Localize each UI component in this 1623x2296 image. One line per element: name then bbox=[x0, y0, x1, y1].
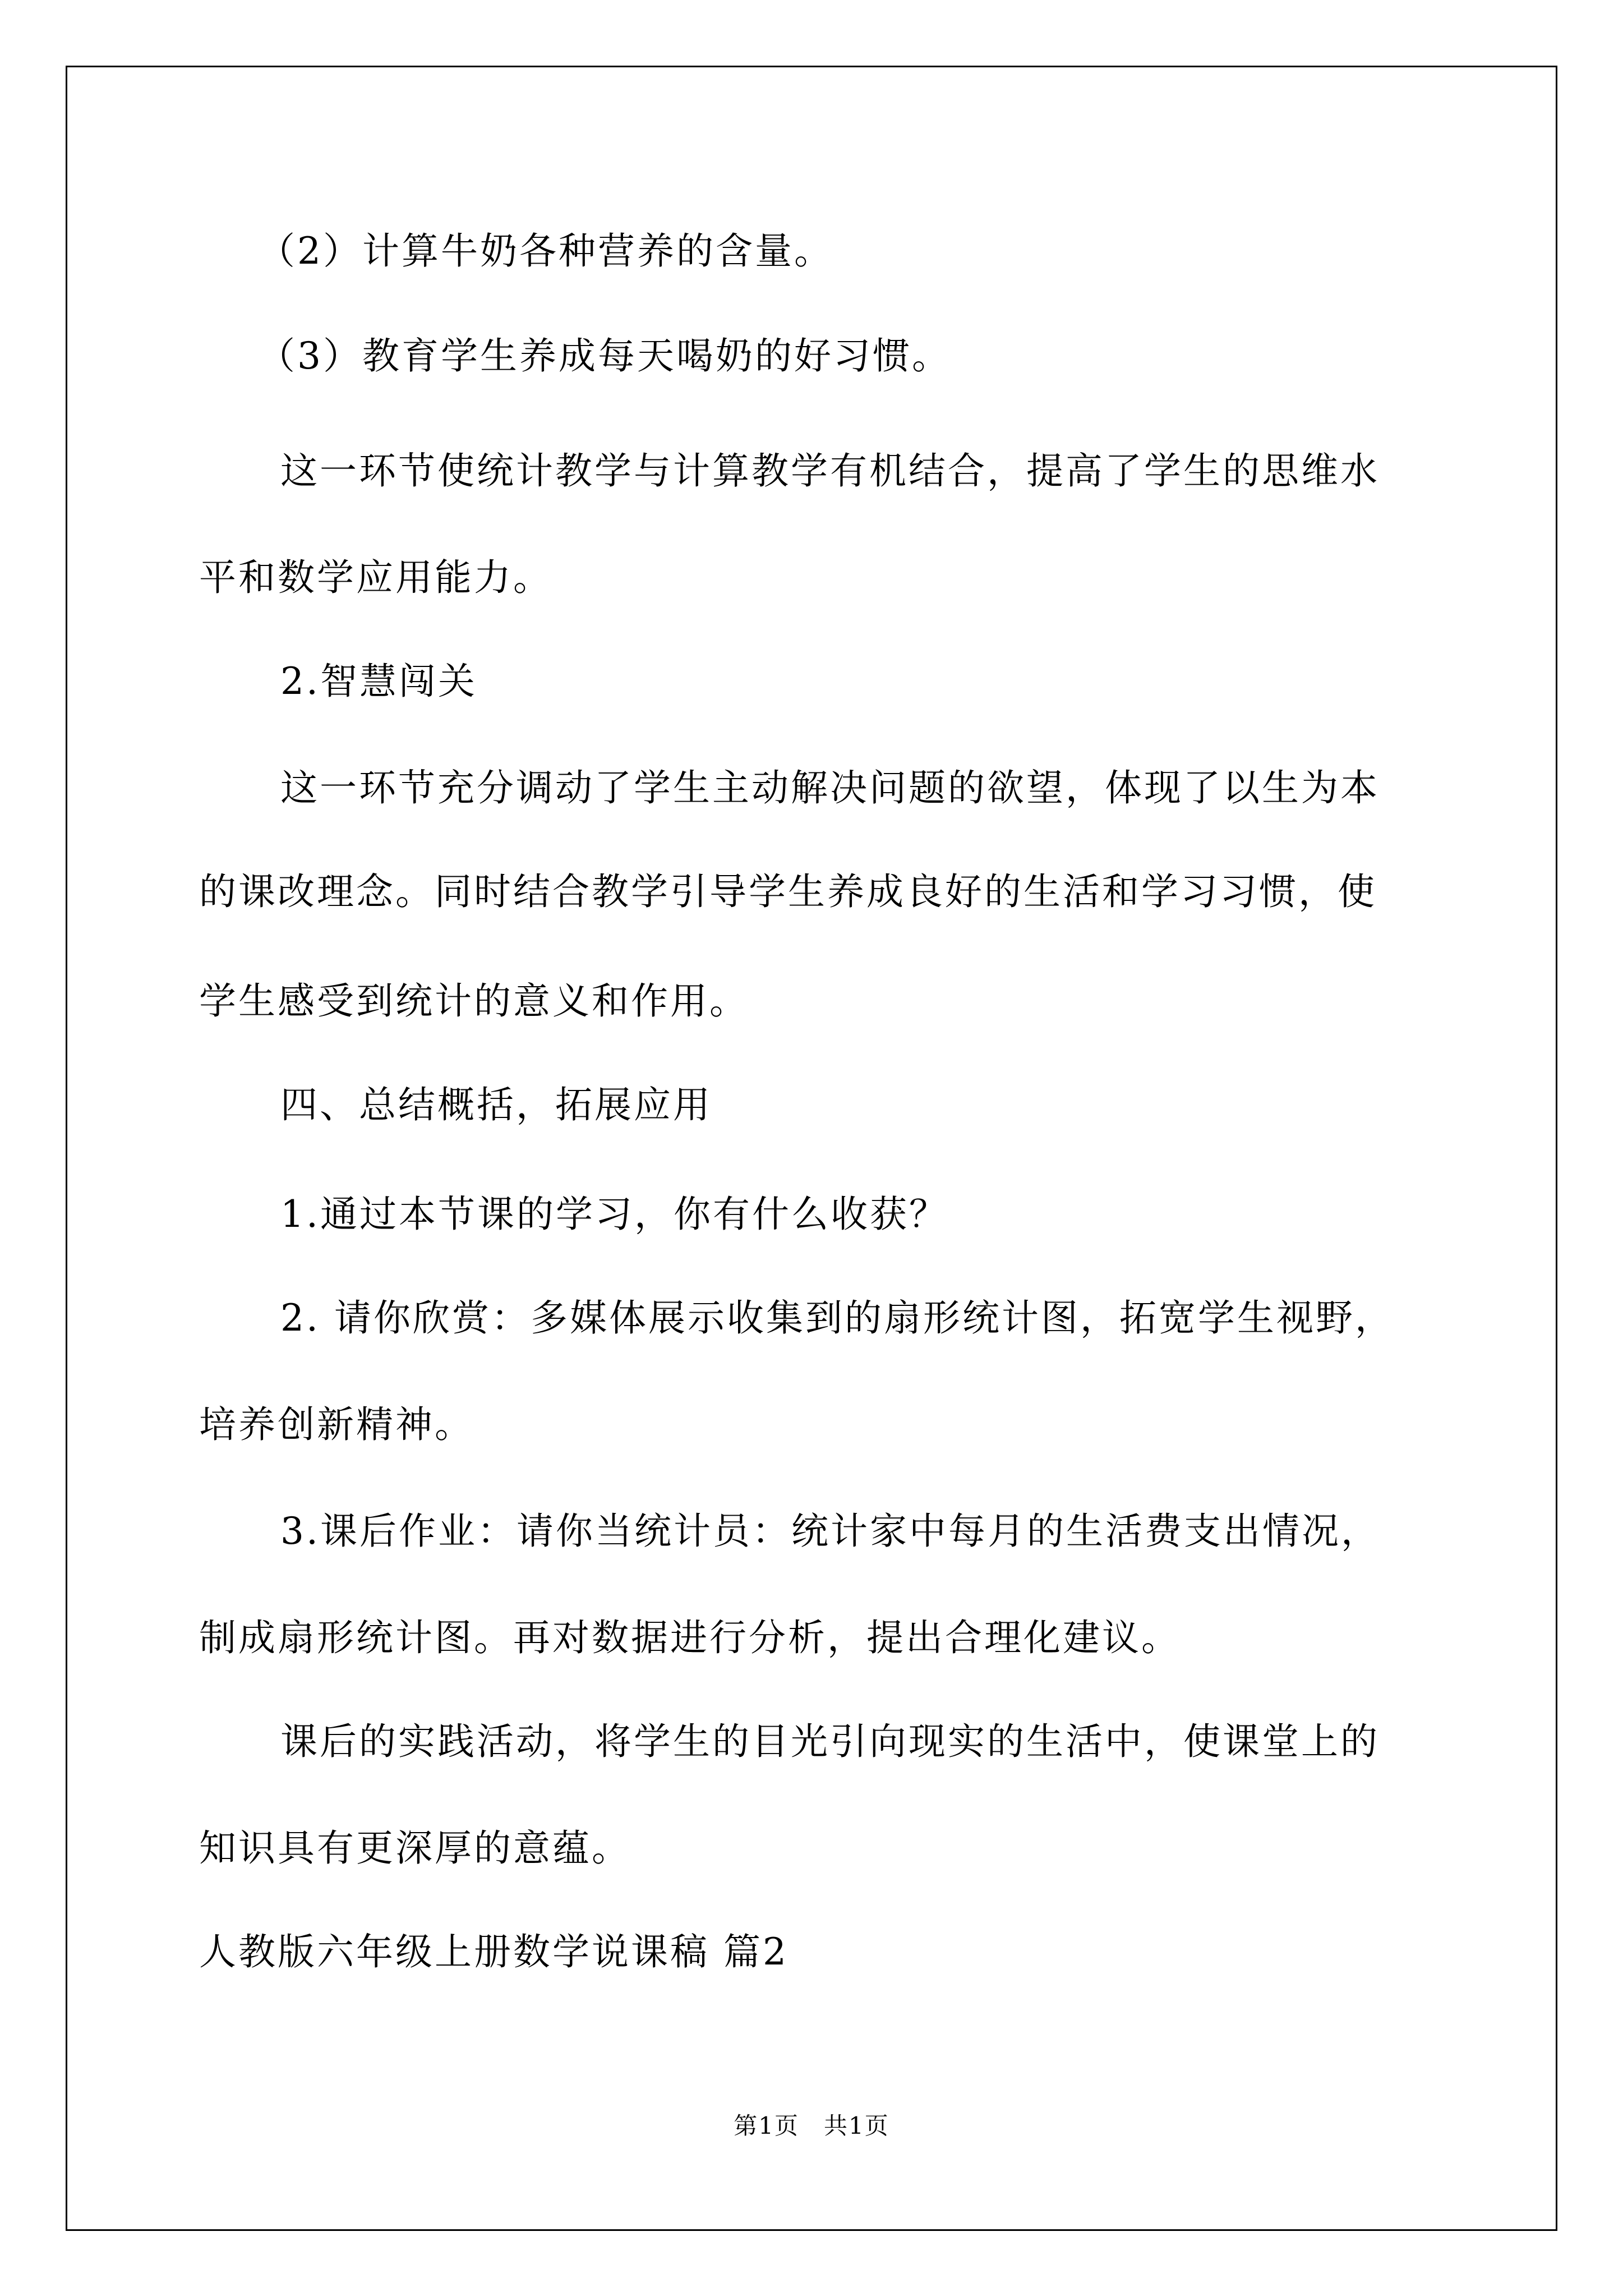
paragraph-line: 这一环节充分调动了学生主动解决问题的欲望，体现了以生为本 bbox=[280, 766, 1380, 809]
paragraph-line: 制成扇形统计图。再对数据进行分析，提出合理化建议。 bbox=[199, 1616, 1181, 1659]
paragraph-line: 平和数学应用能力。 bbox=[199, 556, 552, 599]
document-section-title: 人教版六年级上册数学说课稿 篇2 bbox=[199, 1930, 789, 1973]
paragraph-line: 知识具有更深厚的意蕴。 bbox=[199, 1826, 631, 1870]
page-number: 第1页 共1页 bbox=[734, 2112, 889, 2139]
section-heading-wisdom: 2.智慧闯关 bbox=[280, 660, 477, 703]
list-item-appreciate: 2. 请你欣赏：多媒体展示收集到的扇形统计图，拓宽学生视野， bbox=[280, 1296, 1394, 1340]
list-item-harvest: 1.通过本节课的学习，你有什么收获？ bbox=[280, 1193, 948, 1236]
paragraph-line: 课后的实践活动，将学生的目光引向现实的生活中，使课堂上的 bbox=[280, 1720, 1380, 1763]
list-item-milk-habit: （3）教育学生养成每天喝奶的好习惯。 bbox=[258, 334, 951, 378]
paragraph-line: 学生感受到统计的意义和作用。 bbox=[199, 979, 749, 1023]
page-border bbox=[66, 66, 1557, 2231]
paragraph-line: 培养创新精神。 bbox=[199, 1403, 474, 1446]
paragraph-line: 的课改理念。同时结合教学引导学生养成良好的生活和学习习惯，使 bbox=[199, 870, 1377, 913]
list-item-homework: 3.课后作业：请你当统计员：统计家中每月的生活费支出情况， bbox=[280, 1510, 1380, 1553]
list-item-nutrition-calc: （2）计算牛奶各种营养的含量。 bbox=[258, 229, 833, 273]
paragraph-line: 这一环节使统计教学与计算教学有机结合，提高了学生的思维水 bbox=[280, 449, 1380, 493]
section-heading-summary: 四、总结概括，拓展应用 bbox=[280, 1083, 712, 1126]
